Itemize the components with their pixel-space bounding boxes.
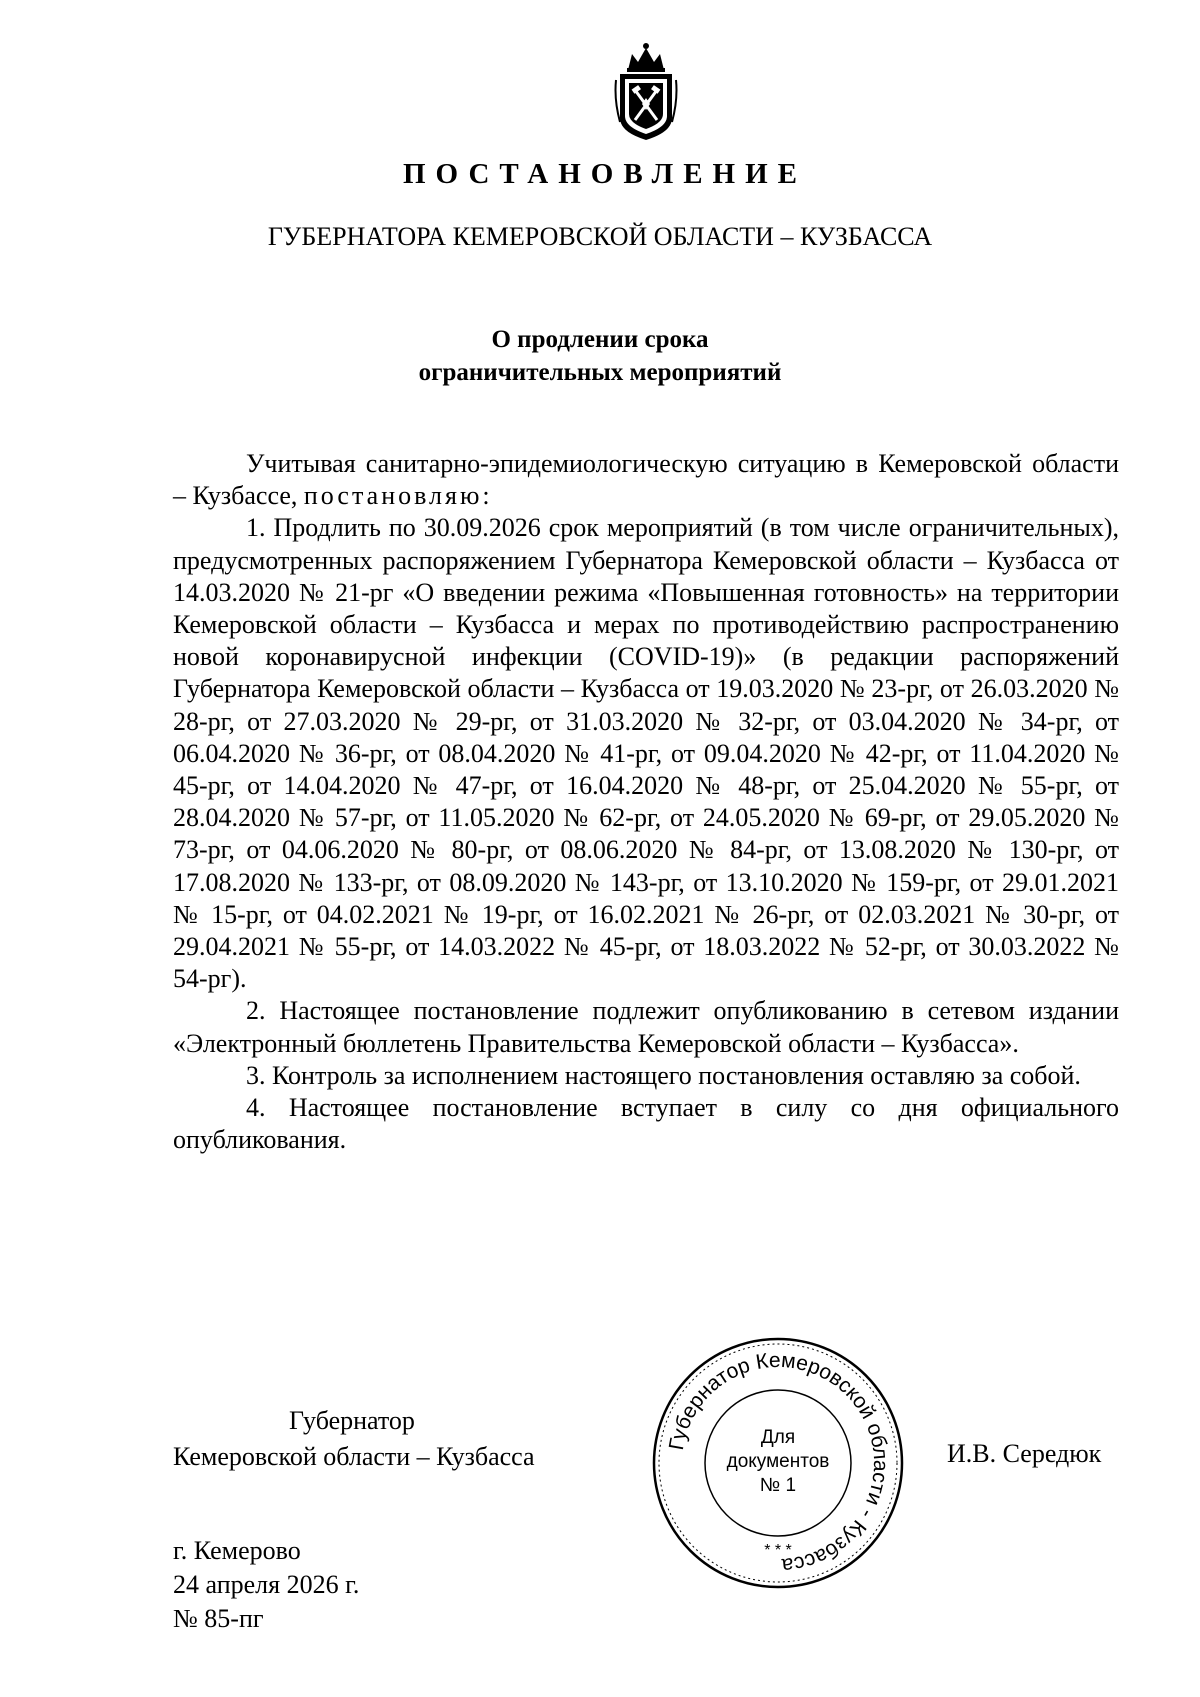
issuer-heading: ГУБЕРНАТОРА КЕМЕРОВСКОЙ ОБЛАСТИ – КУЗБАССА xyxy=(267,222,933,251)
document-footer xyxy=(173,1534,359,1636)
official-stamp xyxy=(648,1333,908,1593)
signatory-name: И.В. Середюк xyxy=(947,1439,1102,1468)
stamp-center-line-1: Для xyxy=(760,1427,796,1448)
coat-of-arms-emblem xyxy=(614,40,678,142)
issue-city: г. Кемерово xyxy=(173,1536,301,1565)
stamp-bottom-marks: * * * xyxy=(764,1542,792,1559)
document-body xyxy=(173,448,1119,1156)
preamble-resolve-word: постановляю: xyxy=(303,481,493,511)
stamp-ring-text: Губернатор Кемеровской области - Кузбасса xyxy=(664,1348,893,1578)
document-title xyxy=(0,323,1200,389)
signatory-position-line-2: Кемеровской области – Кузбасса xyxy=(173,1442,535,1471)
signatory-position-line-1: Губернатор xyxy=(289,1406,415,1435)
preamble-paragraph xyxy=(173,448,1119,512)
signatory-position xyxy=(173,1403,535,1475)
title-line-2: ограничительных мероприятий xyxy=(418,359,782,386)
item-4-paragraph: 4. Настоящее постановление вступает в силу со дня официального опубликования. xyxy=(173,1093,1119,1155)
document-number: № 85-пг xyxy=(173,1604,264,1633)
item-3-paragraph: 3. Контроль за исполнением настоящего постановления оставляю за собой. xyxy=(246,1060,1081,1090)
issue-date: 24 апреля 2026 г. xyxy=(173,1570,360,1599)
stamp-center-line-2: документов xyxy=(726,1451,830,1472)
stamp-center-line-3: № 1 xyxy=(759,1475,797,1496)
preamble-text: Учитывая санитарно-эпидемиологическую ситуацию в Кемеровской области – Кузбассе, xyxy=(173,449,1119,511)
document-type-heading: ПОСТАНОВЛЕНИЕ xyxy=(402,158,807,190)
item-1-paragraph: 1. Продлить по 30.09.2026 срок мероприятий (в том числе ограничительных), предусмотренных распоряжением Губернатора Кемеровской области – Кузбасса от 14.03.2020 № 21-рг «О введении режима «Повышенная готовность» на территории Кемеровской области – Кузбасса и мерах по противодействию распространению новой коронавирусной инфекции (COVID-19)» (в редакции распоряжений Губернатора Кемеровской области – Кузбасса от 19.03.2020 № 23-рг, от 26.03.2020 № 28-рг, от 27.03.2020 № 29-рг, от 31.03.2020 № 32-рг, от 03.04.2020 № 34-рг, от 06.04.2020 № 36-рг, от 08.04.2020 № 41-рг, от 09.04.2020 № 42-рг, от 11.04.2020 № 45-рг, от 14.04.2020 № 47-рг, от 16.04.2020 № 48-рг, от 25.04.2020 № 55-рг, от 28.04.2020 № 57-рг, от 11.05.2020 № 62-рг, от 24.05.2020 № 69-рг, от 29.05.2020 № 73-рг, от 04.06.2020 № 80-рг, от 08.06.2020 № 84-рг, от 13.08.2020 № 130-рг, от 17.08.2020 № 133-рг, от 08.09.2020 № 143-рг, от 13.10.2020 № 159-рг, от 29.01.2021 № 15-рг, от 04.02.2021 № 19-рг, от 16.02.2021 № 26-рг, от 02.03.2021 № 30-рг, от 29.04.2021 № 55-рг, от 14.03.2022 № 45-рг, от 18.03.2022 № 52-рг, от 30.03.2022 № 54-рг). xyxy=(173,513,1119,994)
title-line-1: О продлении срока xyxy=(491,326,709,353)
item-2-paragraph: 2. Настоящее постановление подлежит опубликованию в сетевом издании «Электронный бюллетень Правительства Кемеровской области – Кузбасса». xyxy=(173,996,1119,1058)
